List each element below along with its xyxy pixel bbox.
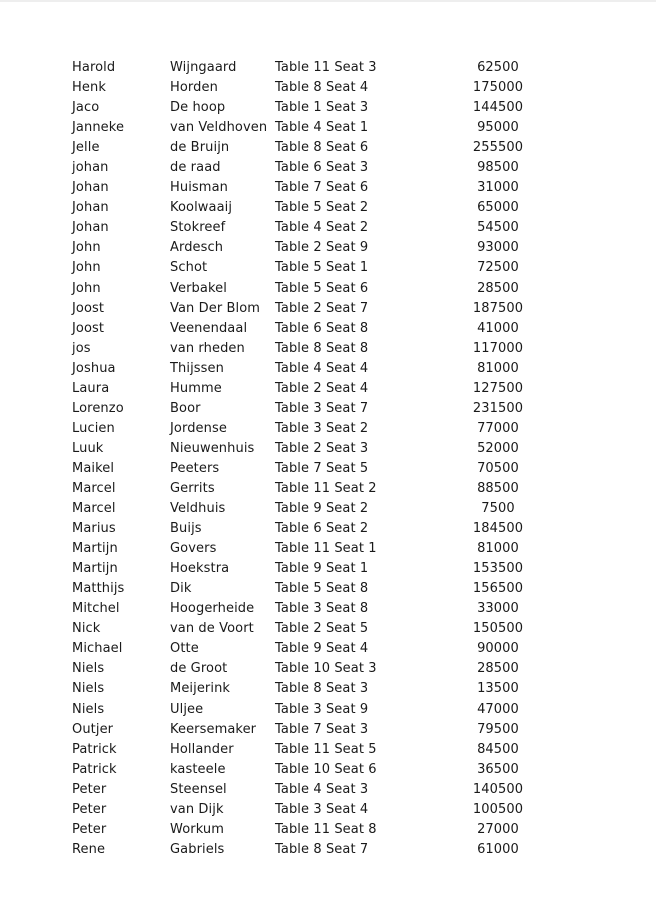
last-name-cell: Gerrits <box>170 480 215 496</box>
chip-count-cell: 65000 <box>477 200 519 216</box>
first-name-cell: Laura <box>72 380 110 396</box>
table-row <box>72 258 546 278</box>
table-seat-cell: Table 8 Seat 8 <box>275 340 369 356</box>
table-seat-cell: Table 11 Seat 5 <box>275 741 377 757</box>
chip-count-cell: 88500 <box>477 480 519 496</box>
first-name-cell: jos <box>72 340 91 356</box>
first-name-cell: Patrick <box>72 761 117 777</box>
last-name-cell: Uljee <box>170 701 204 717</box>
table-seat-cell: Table 6 Seat 2 <box>275 521 369 537</box>
first-name-cell: Marcel <box>72 501 116 517</box>
table-seat-cell: Table 4 Seat 4 <box>275 360 369 376</box>
first-name-cell: Johan <box>72 200 109 216</box>
table-row <box>72 439 546 459</box>
chip-count-cell: 7500 <box>481 501 515 517</box>
table-row <box>72 158 546 178</box>
first-name-cell: Peter <box>72 821 107 837</box>
last-name-cell: Keersemaker <box>170 721 257 737</box>
first-name-cell: Matthijs <box>72 581 125 597</box>
table-row <box>72 659 546 679</box>
chip-count-cell: 84500 <box>477 741 519 757</box>
chip-count-cell: 72500 <box>477 260 519 276</box>
table-row <box>72 840 546 860</box>
chip-count-cell: 31000 <box>477 180 519 196</box>
table-row <box>72 740 546 760</box>
table-seat-cell: Table 3 Seat 7 <box>275 400 369 416</box>
table-row <box>72 279 546 299</box>
table-row <box>72 700 546 720</box>
last-name-cell: Boor <box>170 400 201 416</box>
first-name-cell: Joshua <box>72 360 116 376</box>
chip-count-cell: 117000 <box>472 340 524 356</box>
last-name-cell: Gabriels <box>170 841 225 857</box>
table-row <box>72 539 546 559</box>
last-name-cell: Huisman <box>170 180 228 196</box>
chip-count-cell: 79500 <box>477 721 519 737</box>
first-name-cell: Johan <box>72 220 109 236</box>
first-name-cell: Harold <box>72 60 116 75</box>
last-name-cell: Steensel <box>170 781 227 797</box>
first-name-cell: Jaco <box>72 100 100 116</box>
table-row <box>72 118 546 138</box>
first-name-cell: Marcel <box>72 480 116 496</box>
chip-count-cell: 81000 <box>477 360 519 376</box>
table-seat-cell: Table 3 Seat 2 <box>275 420 369 436</box>
table-seat-cell: Table 7 Seat 5 <box>275 460 369 476</box>
last-name-cell: Hollander <box>170 741 234 757</box>
table-seat-cell: Table 6 Seat 8 <box>275 320 369 336</box>
table-seat-cell: Table 3 Seat 9 <box>275 701 369 717</box>
table-row <box>72 379 546 399</box>
first-name-cell: Mitchel <box>72 601 120 617</box>
last-name-cell: Nieuwenhuis <box>170 440 255 456</box>
last-name-cell: Veenendaal <box>170 320 248 336</box>
table-row <box>72 720 546 740</box>
last-name-cell: Hoekstra <box>170 561 230 577</box>
last-name-cell: de Bruijn <box>170 140 230 156</box>
table-row <box>72 639 546 659</box>
page-top-divider <box>0 0 656 2</box>
chip-count-cell: 54500 <box>477 220 519 236</box>
table-row <box>72 760 546 780</box>
last-name-cell: Stokreef <box>170 220 226 236</box>
last-name-cell: Schot <box>170 260 208 276</box>
table-seat-cell: Table 9 Seat 2 <box>275 501 369 517</box>
first-name-cell: Peter <box>72 801 107 817</box>
chip-count-cell: 36500 <box>477 761 519 777</box>
chip-count-cell: 81000 <box>477 541 519 557</box>
table-row <box>72 58 546 78</box>
chip-count-cell: 47000 <box>477 701 519 717</box>
table-row <box>72 780 546 800</box>
chip-count-cell: 156500 <box>472 581 524 597</box>
table-seat-cell: Table 8 Seat 7 <box>275 841 369 857</box>
table-seat-cell: Table 2 Seat 4 <box>275 380 369 396</box>
chip-count-cell: 150500 <box>472 621 524 637</box>
table-row <box>72 679 546 699</box>
chip-count-cell: 144500 <box>472 100 524 116</box>
first-name-cell: Rene <box>72 841 106 857</box>
table-seat-cell: Table 5 Seat 1 <box>275 260 369 276</box>
chip-count-cell: 33000 <box>477 601 519 617</box>
table-row <box>72 800 546 820</box>
chip-count-cell: 93000 <box>477 240 519 256</box>
table-row <box>72 78 546 98</box>
last-name-cell: Verbakel <box>170 280 227 296</box>
first-name-cell: Niels <box>72 681 105 697</box>
last-name-cell: van Dijk <box>170 801 224 817</box>
first-name-cell: John <box>72 260 101 276</box>
table-row <box>72 619 546 639</box>
table-seat-cell: Table 10 Seat 6 <box>275 761 377 777</box>
table-seat-cell: Table 3 Seat 4 <box>275 801 369 817</box>
last-name-cell: Workum <box>170 821 225 837</box>
table-seat-cell: Table 4 Seat 2 <box>275 220 369 236</box>
table-seat-cell: Table 2 Seat 3 <box>275 440 369 456</box>
first-name-cell: johan <box>72 160 109 176</box>
table-row <box>72 218 546 238</box>
table-seat-cell: Table 11 Seat 8 <box>275 821 377 837</box>
table-seat-cell: Table 1 Seat 3 <box>275 100 369 116</box>
table-row <box>72 238 546 258</box>
last-name-cell: Buijs <box>170 521 202 537</box>
last-name-cell: Meijerink <box>170 681 231 697</box>
table-seat-cell: Table 11 Seat 1 <box>275 541 377 557</box>
first-name-cell: Joost <box>72 300 105 316</box>
chip-count-cell: 98500 <box>477 160 519 176</box>
table-row <box>72 579 546 599</box>
table-seat-cell: Table 7 Seat 3 <box>275 721 369 737</box>
last-name-cell: Govers <box>170 541 217 557</box>
table-seat-cell: Table 5 Seat 6 <box>275 280 369 296</box>
first-name-cell: Lucien <box>72 420 115 436</box>
last-name-cell: Van Der Blom <box>170 300 261 316</box>
chip-count-cell: 95000 <box>477 120 519 136</box>
chip-count-cell: 184500 <box>472 521 524 537</box>
seating-list-body <box>72 58 546 860</box>
chip-count-cell: 231500 <box>472 400 524 416</box>
last-name-cell: van Veldhoven <box>170 120 268 136</box>
table-row <box>72 559 546 579</box>
first-name-cell: Luuk <box>72 440 104 456</box>
first-name-cell: Peter <box>72 781 107 797</box>
table-seat-cell: Table 7 Seat 6 <box>275 180 369 196</box>
table-row <box>72 479 546 499</box>
chip-count-cell: 100500 <box>472 801 524 817</box>
table-seat-cell: Table 4 Seat 1 <box>275 120 369 136</box>
table-seat-cell: Table 10 Seat 3 <box>275 661 377 677</box>
last-name-cell: Peeters <box>170 460 220 476</box>
first-name-cell: Martijn <box>72 561 118 577</box>
first-name-cell: Michael <box>72 641 123 657</box>
first-name-cell: Niels <box>72 661 105 677</box>
last-name-cell: de Groot <box>170 661 228 677</box>
chip-count-cell: 153500 <box>472 561 524 577</box>
chip-count-cell: 41000 <box>477 320 519 336</box>
table-row <box>72 820 546 840</box>
table-seat-cell: Table 2 Seat 9 <box>275 240 369 256</box>
last-name-cell: Otte <box>170 641 199 657</box>
chip-count-cell: 140500 <box>472 781 524 797</box>
chip-count-cell: 52000 <box>477 440 519 456</box>
table-seat-cell: Table 11 Seat 3 <box>275 60 377 75</box>
table-row <box>72 138 546 158</box>
table-seat-cell: Table 5 Seat 2 <box>275 200 369 216</box>
chip-count-cell: 28500 <box>477 661 519 677</box>
table-row <box>72 198 546 218</box>
chip-count-cell: 70500 <box>477 460 519 476</box>
table-seat-cell: Table 5 Seat 8 <box>275 581 369 597</box>
first-name-cell: Marius <box>72 521 116 537</box>
last-name-cell: Koolwaaij <box>170 200 233 216</box>
table-row <box>72 519 546 539</box>
table-seat-cell: Table 8 Seat 4 <box>275 80 369 96</box>
chip-count-cell: 127500 <box>472 380 524 396</box>
table-seat-cell: Table 2 Seat 5 <box>275 621 369 637</box>
last-name-cell: Dik <box>170 581 192 597</box>
table-row <box>72 419 546 439</box>
chip-count-cell: 187500 <box>472 300 524 316</box>
first-name-cell: Jelle <box>72 140 100 156</box>
first-name-cell: Johan <box>72 180 109 196</box>
first-name-cell: Janneke <box>72 120 125 136</box>
table-row <box>72 178 546 198</box>
chip-count-cell: 62500 <box>477 60 519 75</box>
first-name-cell: Maikel <box>72 460 115 476</box>
last-name-cell: Hoogerheide <box>170 601 255 617</box>
chip-count-cell: 28500 <box>477 280 519 296</box>
first-name-cell: Nick <box>72 621 101 637</box>
first-name-cell: Niels <box>72 701 105 717</box>
last-name-cell: Ardesch <box>170 240 224 256</box>
chip-count-cell: 27000 <box>477 821 519 837</box>
table-seat-cell: Table 4 Seat 3 <box>275 781 369 797</box>
table-row <box>72 319 546 339</box>
first-name-cell: Patrick <box>72 741 117 757</box>
first-name-cell: John <box>72 280 101 296</box>
last-name-cell: Jordense <box>170 420 227 436</box>
seating-list-table <box>72 58 546 860</box>
last-name-cell: de raad <box>170 160 221 176</box>
table-seat-cell: Table 9 Seat 4 <box>275 641 369 657</box>
table-row <box>72 339 546 359</box>
table-seat-cell: Table 11 Seat 2 <box>275 480 377 496</box>
last-name-cell: Wijngaard <box>170 60 237 75</box>
table-row <box>72 98 546 118</box>
table-row <box>72 359 546 379</box>
last-name-cell: Thijssen <box>170 360 224 376</box>
chip-count-cell: 13500 <box>477 681 519 697</box>
table-row <box>72 459 546 479</box>
chip-count-cell: 90000 <box>477 641 519 657</box>
first-name-cell: Lorenzo <box>72 400 124 416</box>
table-seat-cell: Table 8 Seat 6 <box>275 140 369 156</box>
last-name-cell: Humme <box>170 380 222 396</box>
chip-count-cell: 255500 <box>472 140 524 156</box>
table-seat-cell: Table 9 Seat 1 <box>275 561 369 577</box>
table-seat-cell: Table 3 Seat 8 <box>275 601 369 617</box>
table-seat-cell: Table 2 Seat 7 <box>275 300 369 316</box>
table-seat-cell: Table 8 Seat 3 <box>275 681 369 697</box>
last-name-cell: De hoop <box>170 100 226 116</box>
last-name-cell: Horden <box>170 80 218 96</box>
table-row <box>72 399 546 419</box>
first-name-cell: John <box>72 240 101 256</box>
chip-count-cell: 61000 <box>477 841 519 857</box>
chip-count-cell: 77000 <box>477 420 519 436</box>
last-name-cell: kasteele <box>170 761 226 777</box>
first-name-cell: Henk <box>72 80 106 96</box>
first-name-cell: Outjer <box>72 721 114 737</box>
table-row <box>72 499 546 519</box>
last-name-cell: van de Voort <box>170 621 254 637</box>
last-name-cell: Veldhuis <box>170 501 226 517</box>
table-row <box>72 299 546 319</box>
table-seat-cell: Table 6 Seat 3 <box>275 160 369 176</box>
chip-count-cell: 175000 <box>472 80 524 96</box>
first-name-cell: Martijn <box>72 541 118 557</box>
first-name-cell: Joost <box>72 320 105 336</box>
last-name-cell: van rheden <box>170 340 245 356</box>
table-row <box>72 599 546 619</box>
